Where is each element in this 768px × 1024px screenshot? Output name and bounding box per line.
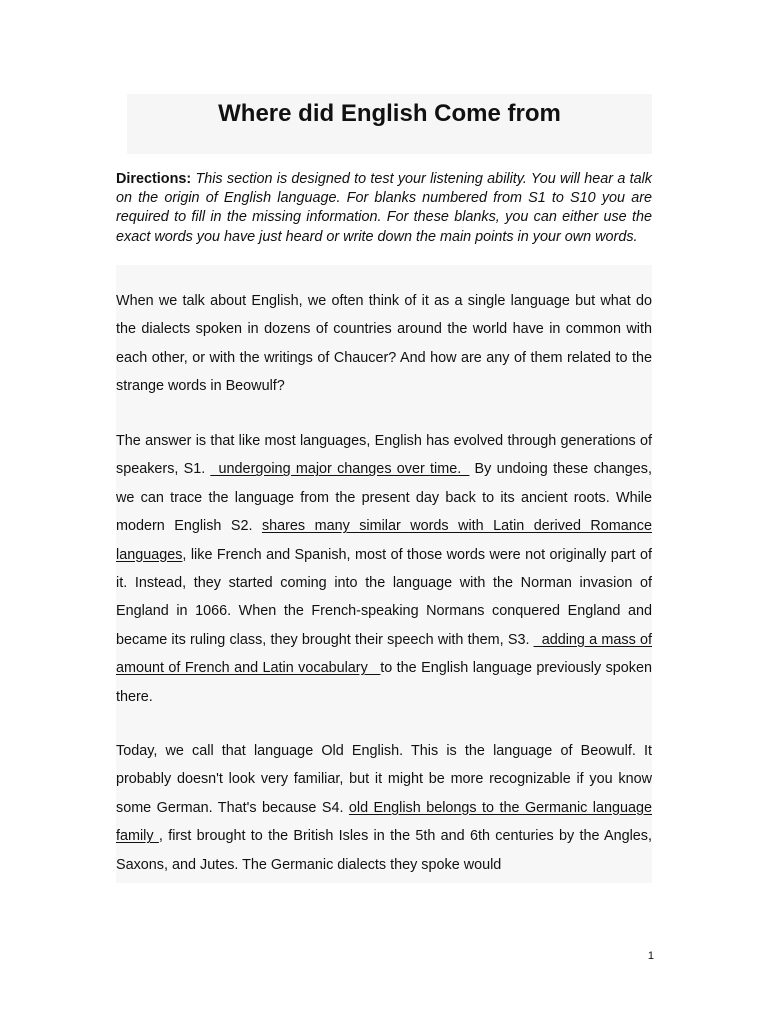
- answer-s2: shares many similar words with Latin derived Romance languages: [116, 518, 652, 563]
- paragraph-3: [116, 737, 652, 879]
- paragraph-1: When we talk about English, we often think of it as a single language but what do the dialects spoken in dozens of countries around the world have in common with each other, or with the writings of Chaucer? And how are any of them related to the strange words in Beowulf?: [116, 293, 652, 395]
- paragraph-3-text-2: , first brought to the British Isles in the 5th and 6th centuries by the Angles, Saxons, and Jutes. The Germanic dialects they spoke would: [116, 828, 652, 873]
- page-title: Where did English Come from: [218, 100, 561, 127]
- directions-text: This section is designed to test your listening ability. You will hear a talk on the origin of English language. For blanks numbered from S1 to S10 you are required to fill in the missing information. For these blanks, you can either use the exact words you have just heard or write down the main points in your own words.: [116, 171, 652, 245]
- paragraph-2-text-2: By undoing these changes, we can trace the language from the present day back to its ancient roots. While modern English S2.: [116, 461, 652, 535]
- answer-s1: _undergoing major changes over time._: [210, 461, 470, 478]
- paragraph-2-text-3: , like French and Spanish, most of those words were not originally part of it. Instead, they started coming into the language with the Norman invasion of England in 1066. When the French-speaking Normans conquered England and became its ruling class, they brought their speech with them, S3.: [116, 546, 652, 648]
- page-number: 1: [647, 950, 654, 962]
- paragraph-3-text-1: Today, we call that language Old English. This is the language of Beowulf. It probably doesn't look very familiar, but it might be more recognizable if you know some German. That's because S4.: [116, 743, 652, 816]
- answer-s4: old English belongs to the Germanic language family: [116, 799, 653, 845]
- directions-label: Directions:: [116, 171, 192, 187]
- answer-s3: _adding a mass of amount of French and Latin vocabulary _: [116, 631, 652, 677]
- directions-paragraph: [116, 170, 652, 247]
- paragraph-2-text-4: to the English language previously spoken there.: [116, 660, 653, 705]
- paragraph-2: [116, 427, 652, 711]
- paragraph-2-text-1: The answer is that like most languages, English has evolved through generations of speakers, S1.: [116, 433, 652, 478]
